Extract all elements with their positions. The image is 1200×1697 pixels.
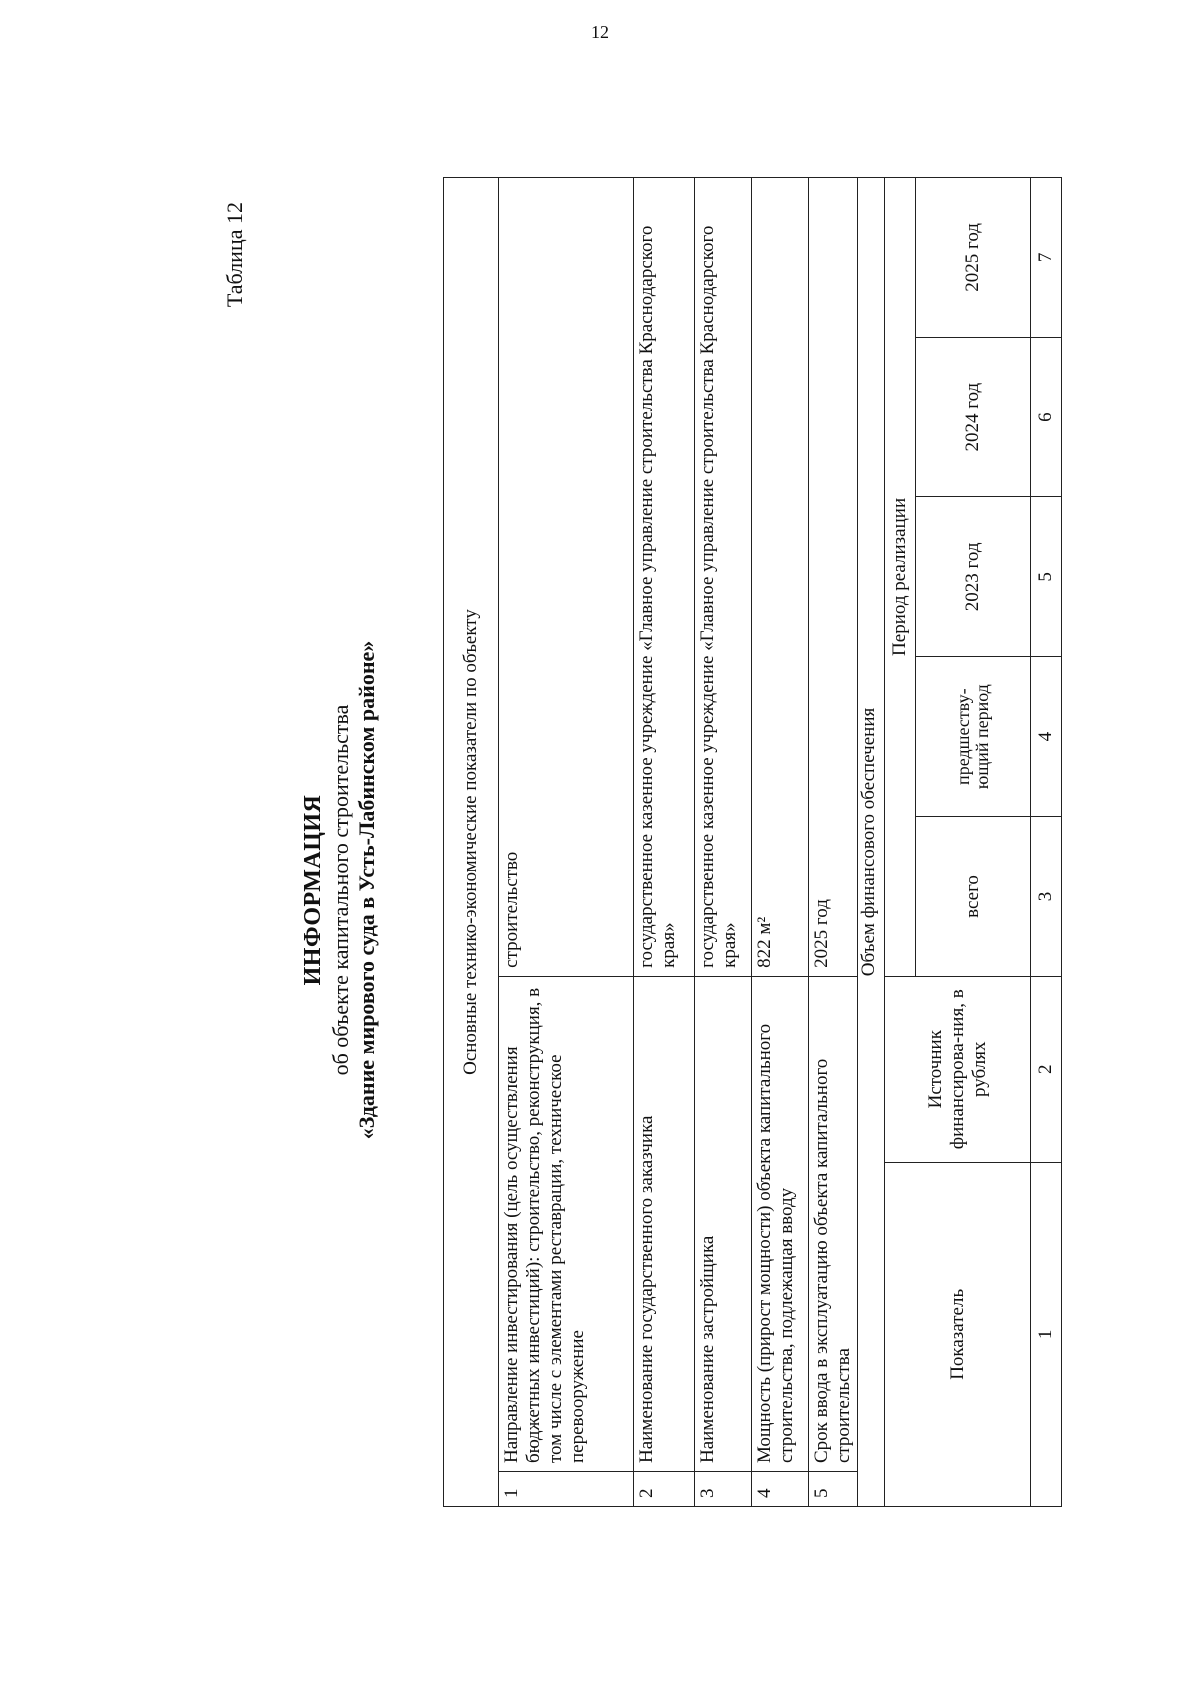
- table-row: [752, 178, 809, 1507]
- col-number: 3: [1031, 817, 1062, 977]
- table-label: Таблица 12: [222, 202, 247, 308]
- col-2025-header: 2025 год: [916, 178, 1031, 338]
- row-number: 3: [695, 1472, 752, 1507]
- col-indicator-header: Показатель: [885, 1162, 1031, 1506]
- col-2024-header: 2024 год: [916, 337, 1031, 497]
- col-period-header: Период реализации: [885, 178, 916, 977]
- row-label: Срок ввода в эксплуатацию объекта капитального строительства: [809, 976, 858, 1471]
- document-heading: [298, 180, 380, 1600]
- col-previous-period-header: предшеству-ющий период: [916, 657, 1031, 817]
- row-number: 1: [499, 1472, 634, 1507]
- col-total-header: всего: [916, 817, 1031, 977]
- row-value: государственное казенное учреждение «Главное управление строительства Краснодарского края»: [634, 178, 695, 977]
- col-number: 2: [1031, 976, 1062, 1162]
- row-number: 4: [752, 1472, 809, 1507]
- row-value: 822 м²: [752, 178, 809, 977]
- rotated-content: [210, 180, 1110, 1600]
- table-row: [634, 178, 695, 1507]
- col-number: 6: [1031, 337, 1062, 497]
- row-value: 2025 год: [809, 178, 858, 977]
- row-label: Направление инвестирования (цель осуществления бюджетных инвестиций): строительство, реконструкция, в том числе с элементами реставрации, техническое перевооружение: [499, 976, 634, 1471]
- fin-section-title: Объем финансового обеспечения: [858, 178, 885, 1507]
- table-row: [695, 178, 752, 1507]
- tech-section-title: Основные технико-экономические показатели по объекту: [444, 178, 499, 1507]
- col-number: 7: [1031, 178, 1062, 338]
- row-number: 5: [809, 1472, 858, 1507]
- col-number: 4: [1031, 657, 1062, 817]
- col-number: 5: [1031, 497, 1062, 657]
- col-number: 1: [1031, 1162, 1062, 1506]
- col-source-header: Источник финансирова-ния, в рублях: [885, 976, 1031, 1162]
- row-value: государственное казенное учреждение «Главное управление строительства Краснодарского края»: [695, 178, 752, 977]
- heading-subtitle: об объекте капитального строительства: [328, 704, 353, 1076]
- row-number: 2: [634, 1472, 695, 1507]
- col-2023-header: 2023 год: [916, 497, 1031, 657]
- page-number: 12: [591, 22, 609, 42]
- table-row: [499, 178, 634, 1507]
- table-row: [1031, 178, 1062, 1507]
- heading-object-name: «Здание мирового суда в Усть-Лабинском районе»: [354, 640, 379, 1140]
- row-label: Наименование государственного заказчика: [634, 976, 695, 1471]
- info-table: [443, 177, 1062, 1507]
- heading-title: ИНФОРМАЦИЯ: [300, 794, 326, 986]
- table-row: [809, 178, 858, 1507]
- row-value: строительство: [499, 178, 634, 977]
- row-label: Наименование застройщика: [695, 976, 752, 1471]
- row-label: Мощность (прирост мощности) объекта капитального строительства, подлежащая вводу: [752, 976, 809, 1471]
